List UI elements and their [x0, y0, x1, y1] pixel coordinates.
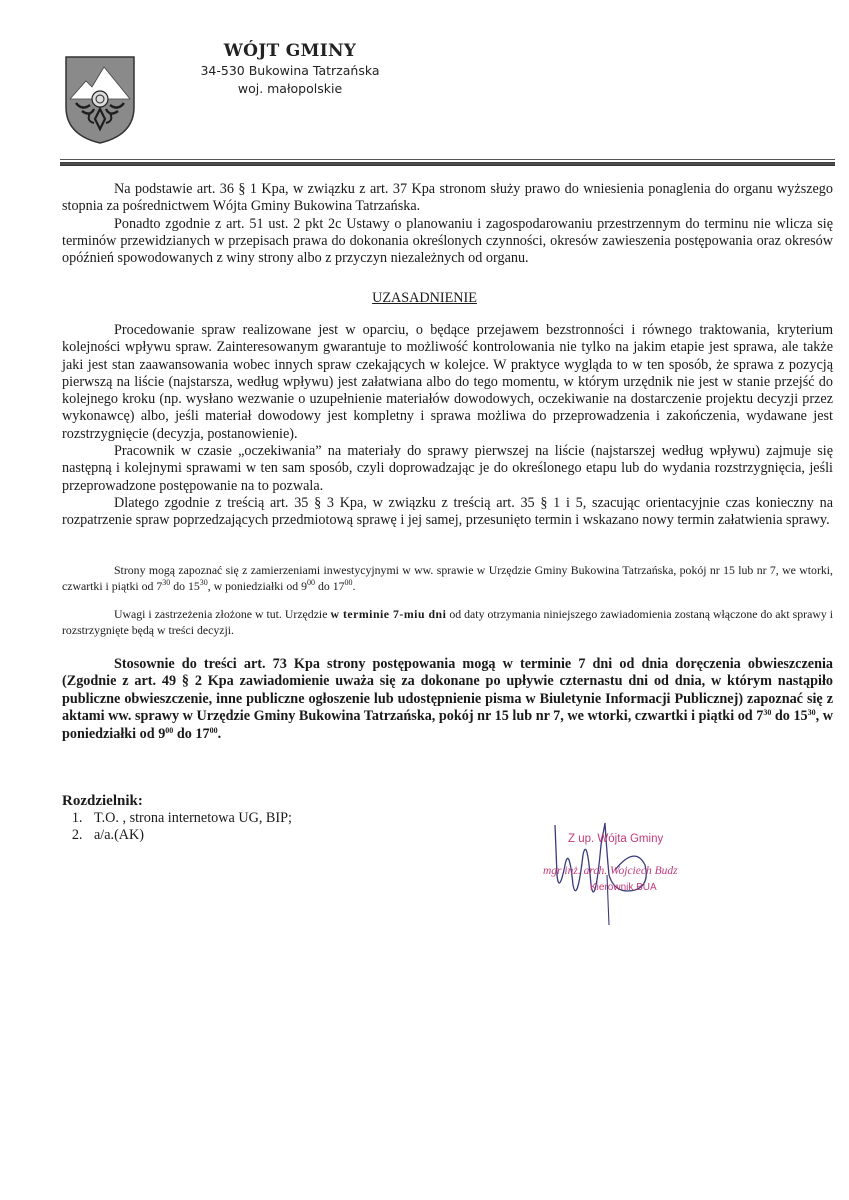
justification-heading: UZASADNIENIE — [372, 290, 477, 306]
deadline-emphasis: w terminie 7-miu dni — [330, 607, 447, 621]
article-73-notice — [62, 656, 833, 743]
notice-text: Strony mogą zapoznać się z zamierzeniami inwestycyjnymi w ww. sprawie w Urzędzie Gminy Bukowina Tatrzańska, pokój nr 15 lub nr 7, we wtorki, czwartki i piątki od 7 — [62, 563, 833, 593]
distribution-item: 1. T.O. , strona internetowa UG, BIP; — [86, 810, 292, 827]
letterhead — [150, 40, 430, 98]
issuer-address: 34-530 Bukowina Tatrzańska — [200, 63, 380, 78]
notice-text: do 15 — [170, 579, 200, 593]
notice-text: . — [352, 579, 356, 593]
time-superscript: 00 — [209, 725, 218, 735]
intro-paragraph: Ponadto zgodnie z art. 51 ust. 2 pkt 2c Ustawy o planowaniu i zagospodarowaniu przestrzennym do terminu nie wlicza się terminów przewidzianych w przepisach prawa do dokonania określonych czynności, okresów zawieszenia postępowania oraz okresów opóźnień spowodowanych z winy strony albo z przyczyn niezależnych od organu. — [62, 215, 833, 267]
stamp-position: Kierownik BUA — [590, 882, 657, 893]
stamp-signatory-name: mgr inż. arch. Wojciech Budz — [543, 865, 678, 877]
time-superscript: 00 — [344, 578, 353, 587]
header-divider-thick — [60, 162, 835, 166]
notice-text: Uwagi i zastrzeżenia złożone w tut. Urzędzie — [114, 607, 331, 621]
notice-text: , w poniedziałki od 9 — [207, 579, 308, 593]
notice-text: do 17 — [315, 579, 345, 593]
distribution-title: Rozdzielnik: — [62, 793, 143, 809]
time-superscript: 00 — [307, 578, 316, 587]
justification-paragraph: Procedowanie spraw realizowane jest w oparciu, o będące przejawem bezstronności i równego traktowania, kryterium kolejności wpływu spraw. Zainteresowanym gwarantuje to możliwość kontrolowania nie tylko na jakim etapie jest sprawa, ale także jaki jest stan zaawansowania wobec innych spraw czekających w kolejce. W praktyce wygląda to w ten sposób, że sprawa z pozycją pierwszą na liście (najstarsza, według wpływu) jest załatwiana albo do tego momentu, w którym urzędnik nie jest w stanie przejść do kolejnego kroku (np. wysłano wezwanie o uzupełnienie materiałów dowodowych, oczekiwanie na dostarczenie projektu decyzji przez wykonawcę) albo, jeśli materiał dowodowy jest kompletny i sprawa możliwa do przeprowadzenia i zakończenia, wydawane jest rozstrzygnięcie (decyzja, postanowienie). — [62, 322, 833, 442]
time-superscript: 30 — [162, 578, 171, 587]
intro-section — [62, 181, 833, 267]
notice-text: do 15 — [771, 708, 808, 725]
notice-text: , w poniedziałki od 9 — [62, 708, 833, 742]
justification-paragraph: Dlatego zgodnie z treścią art. 35 § 3 Kpa, w związku z treścią art. 35 § 1 i 5, szacując orientacyjnie czas konieczny na rozpatrzenie spraw poprzedzających przedmiotową sprawę i jej samej, przesunięto termin i wskazano nowy termin załatwienia sprawy. — [62, 494, 833, 529]
signature-block — [535, 815, 735, 925]
justification-section — [62, 322, 833, 530]
issuer-title: WÓJT GMINY — [223, 41, 357, 61]
notice-text: od daty otrzymania niniejszego zawiadomienia zostaną włączone do akt sprawy i rozstrzygnięte będą w treści decyzji. — [62, 607, 834, 637]
coat-of-arms-icon — [64, 55, 136, 145]
justification-paragraph: Pracownik w czasie „oczekiwania” na materiały do sprawy pierwszej na liście (najstarszej według wpływu) zajmuje się następną i kolejnymi sprawami w ten sam sposób, czyli doprowadzając je do określonego etapu lub do wydania rozstrzygnięcia, jeśli przeprowadzone postępowanie na to pozwala. — [62, 443, 833, 494]
time-superscript: 30 — [199, 578, 208, 587]
time-superscript: 30 — [763, 708, 772, 718]
time-superscript: 00 — [165, 725, 174, 735]
header-divider-thin — [60, 159, 835, 160]
objections-notice — [62, 606, 833, 638]
issuer-region: woj. małopolskie — [237, 81, 343, 96]
distribution-item: 2. a/a.(AK) — [86, 827, 292, 844]
notice-text: . — [217, 725, 222, 742]
inspection-notice — [62, 562, 833, 594]
intro-paragraph: Na podstawie art. 36 § 1 Kpa, w związku z art. 37 Kpa stronom służy prawo do wniesienia ponaglenia do organu wyższego stopnia za pośrednictwem Wójta Gminy Bukowina Tatrzańska. — [62, 181, 833, 215]
notice-text: Stosownie do treści art. 73 Kpa strony postępowania mogą w terminie 7 dni od dnia doręczenia obwieszczenia (Zgodnie z art. 49 § 2 Kpa zawiadomienie uważa się za dokonane po upływie czternastu dni od dnia, w którym nastąpiło publiczne obwieszczenie, inne publiczne ogłoszenie lub udostępnienie pisma w Biuletynie Informacji Publicznej) zapoznać się z aktami ww. sprawy w Urzędzie Gminy Bukowina Tatrzańska, pokój nr 15 lub nr 7, we wtorki, czwartki i piątki od 7 — [62, 656, 833, 725]
distribution-list — [62, 793, 292, 844]
notice-text: do 17 — [173, 725, 210, 742]
time-superscript: 30 — [807, 708, 816, 718]
stamp-authorization: Z up. Wójta Gminy — [568, 833, 664, 845]
